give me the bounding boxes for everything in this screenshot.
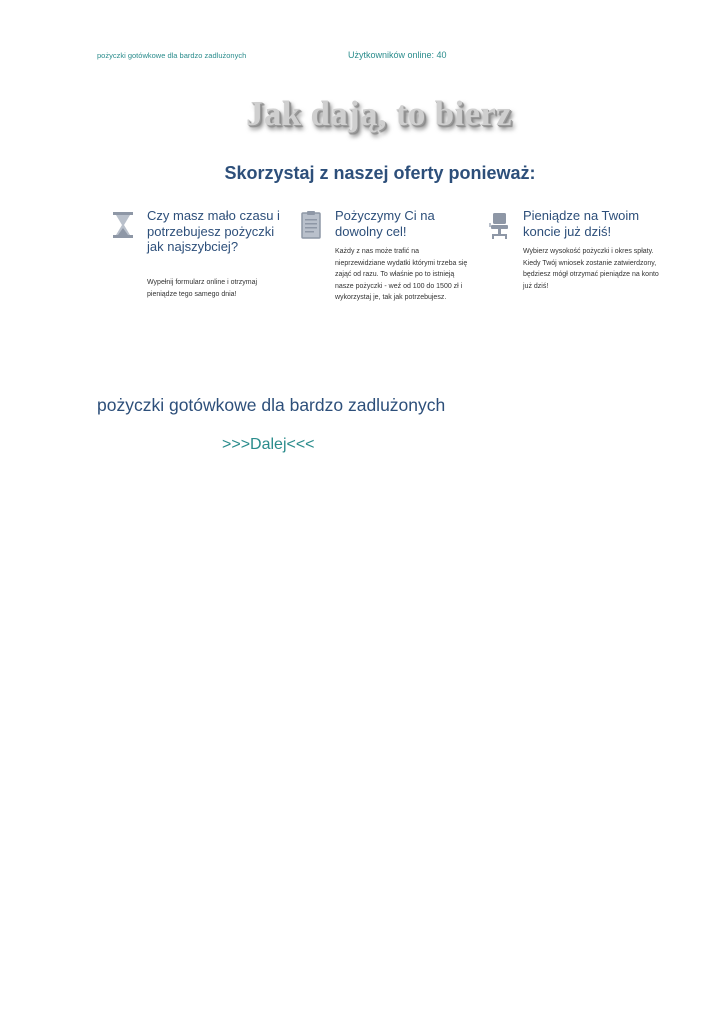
office-chair-icon: [487, 210, 511, 240]
section-title: pożyczki gotówkowe dla bardzo zadlużonych: [97, 395, 446, 415]
top-link[interactable]: pożyczki gotówkowe dla bardzo zadlużonych: [97, 51, 247, 60]
clipboard-icon: [299, 210, 323, 240]
offer-headline: Skorzystaj z naszej oferty ponieważ:: [224, 163, 536, 183]
feature-description: Wybierz wysokość pożyczki i okres spłaty. Kiedy Twój wniosek zostanie zatwierdzony, będziesz mógł otrzymać pieniądze na konto już dziś!: [523, 248, 659, 290]
feature-title: Pożyczymy Ci na dowolny cel!: [335, 208, 435, 239]
site-logo: Jak dają, to bierz: [246, 94, 512, 133]
hourglass-icon: [111, 210, 135, 240]
users-online-counter: Użytkowników online: 40: [348, 50, 447, 60]
feature-title: Pieniądze na Twoim koncie już dziś!: [523, 208, 640, 239]
feature-description: Wypełnij formularz online i otrzymaj pieniądze tego samego dnia!: [147, 279, 258, 298]
next-link[interactable]: >>>Dalej<<<: [222, 436, 315, 453]
feature-description: Każdy z nas może trafić na nieprzewidziane wydatki którymi trzeba się zająć od razu. To właśnie po to istnieją nasze pożyczki - weź od 100 do 1500 zł i wykorzystaj je, tak jak potrzebujesz.: [335, 248, 468, 301]
feature-title: Czy masz mało czasu i potrzebujesz pożyczki jak najszybciej?: [147, 208, 280, 254]
